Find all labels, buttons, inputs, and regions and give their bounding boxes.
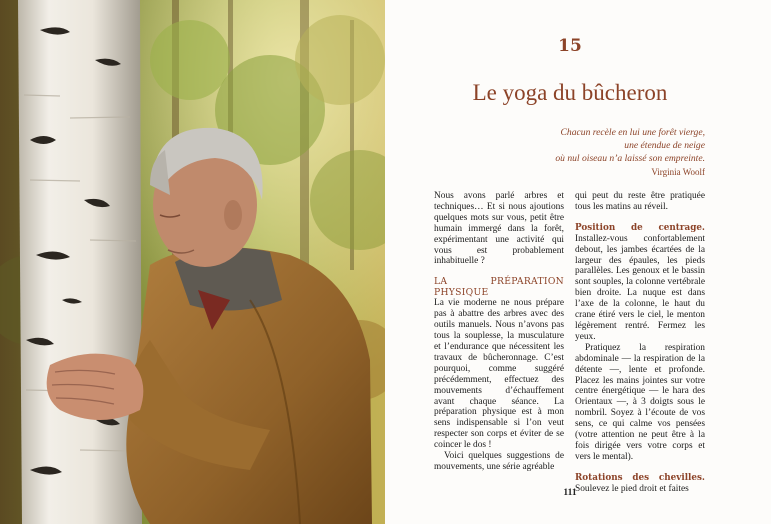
exercise-text: Installez-vous confortablement debout, les jambes écartées de la largeur des épaules, les pieds parallèles. Les genoux et le bassin sont souples, la colonne vertébrale bien droite. La nuque est dans l’axe de la colonne, le haut du crane étiré vers le ciel, le menton légèrement rentré. Fermez les yeux. [575, 233, 705, 342]
text-column-left [434, 191, 564, 473]
epigraph-line: où nul oiseau n’a laissé son empreinte. [555, 153, 705, 164]
exercise-lead: Position de centrage. [575, 222, 705, 233]
epigraph-line: une étendue de neige [624, 140, 705, 151]
intro-paragraph: Nous avons parlé arbres et techniques… Et si nous ajoutions quelques mots sur vous, petit être humain immergé dans la forêt, expérimentant une activité qui vous est probablement inhabituelle ? [434, 191, 564, 267]
body-paragraph: Voici quelques suggestions de mouvements, une série agréable [434, 451, 564, 472]
body-paragraph: Pratiquez la respiration abdominale — la respiration de la détente —, lente et profonde. Placez les mains jointes sur votre centre énergétique — le hara des Orientaux —, à 3 doigts sous le nombril. Soyez à l’écoute de vos sens, ce qui calme vos pensées (votre attention ne peut être à la fois dirigée vers votre corps et vers le mental). [575, 342, 705, 462]
epigraph-line: Chacun recèle en lui une forêt vierge, [560, 127, 705, 138]
epigraph-author: Virginia Woolf [651, 167, 705, 177]
section-heading: LA PRÉPARATION PHYSIQUE [434, 276, 564, 299]
exercise-text: Soulevez le pied droit et faites [575, 483, 689, 494]
body-paragraph: qui peut du reste être pratiquée tous les matins au réveil. [575, 191, 705, 212]
chapter-number: 15 [558, 36, 582, 56]
page-number: 111 [563, 488, 577, 498]
body-paragraph: La vie moderne ne nous prépare pas à abattre des arbres avec des outils manuels. Nous n’avons pas tous la souplesse, la musculature et l’endurance que nécessitent les travaux de bûcheronnage. C’est pourquoi, comme suggéré précédemment, effectuez des mouvements d’échauffement avant chaque séance. La préparation physique est à mon sens indispensable si l’on veut respecter son corps et éviter de se coincer le dos ! [434, 298, 564, 451]
text-column-right [575, 191, 705, 495]
chapter-title: Le yoga du bûcheron [472, 80, 668, 105]
book-page [385, 0, 771, 524]
photo-man-hugging-birch [0, 0, 385, 524]
epigraph [475, 126, 705, 165]
exercise-paragraph-centering [575, 223, 705, 343]
exercise-lead: Rotations des chevilles. [575, 472, 705, 483]
